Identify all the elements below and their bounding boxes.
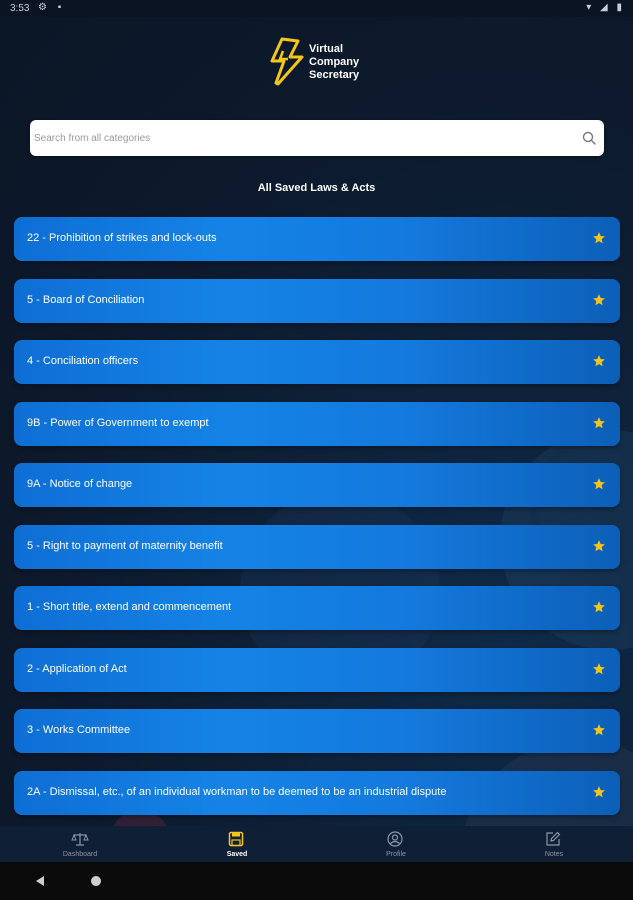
- saved-law-title: 5 - Board of Conciliation: [27, 293, 145, 306]
- star-icon[interactable]: [592, 539, 606, 553]
- star-icon[interactable]: [592, 477, 606, 491]
- logo-icon: [268, 37, 306, 87]
- star-icon[interactable]: [592, 723, 606, 737]
- star-icon[interactable]: [592, 354, 606, 368]
- brand-line: Virtual: [309, 43, 344, 55]
- nav-saved[interactable]: [177, 826, 297, 862]
- saved-law-item[interactable]: [14, 402, 620, 446]
- star-icon[interactable]: [592, 293, 606, 307]
- brand-name: [309, 43, 359, 82]
- saved-law-item[interactable]: [14, 648, 620, 692]
- page-title: All Saved Laws & Acts: [257, 182, 376, 194]
- saved-law-title: 4 - Conciliation officers: [27, 355, 139, 367]
- nav-notes[interactable]: [494, 826, 614, 862]
- search-bar[interactable]: [30, 120, 604, 156]
- bottom-nav: [0, 826, 633, 862]
- star-icon[interactable]: [592, 231, 606, 245]
- back-icon[interactable]: [34, 875, 46, 887]
- system-nav-bar: [0, 862, 633, 900]
- star-icon[interactable]: [592, 785, 606, 799]
- star-icon[interactable]: [592, 416, 606, 430]
- edit-icon: [545, 831, 561, 847]
- star-icon[interactable]: [592, 662, 606, 676]
- saved-law-item[interactable]: [14, 709, 620, 753]
- saved-law-title: 2 - Application of Act: [27, 662, 127, 675]
- saved-law-item[interactable]: [14, 340, 620, 384]
- nav-dashboard[interactable]: [20, 826, 140, 862]
- brand-line: Company: [309, 56, 360, 68]
- brand-line: Secretary: [309, 69, 360, 81]
- saved-laws-list: [14, 217, 620, 832]
- save-icon: [228, 831, 244, 847]
- nav-profile[interactable]: [336, 826, 456, 862]
- home-icon[interactable]: [91, 876, 101, 886]
- saved-law-item[interactable]: [14, 463, 620, 507]
- status-bar: [0, 0, 633, 17]
- saved-law-title: 1 - Short title, extend and commencement: [27, 601, 232, 613]
- scales-icon: [71, 831, 89, 847]
- nav-label: Profile: [386, 851, 406, 858]
- saved-law-title: 9A - Notice of change: [27, 478, 133, 490]
- saved-law-title: 9B - Power of Government to exempt: [27, 416, 209, 429]
- saved-law-item[interactable]: [14, 525, 620, 569]
- system-status-icons: ▾ ◢ ▮: [586, 2, 625, 13]
- nav-label: Saved: [226, 851, 248, 858]
- profile-icon: [387, 831, 403, 847]
- search-icon[interactable]: [582, 131, 596, 145]
- saved-law-title: 22 - Prohibition of strikes and lock-outs: [27, 232, 217, 244]
- nav-label: Dashboard: [62, 851, 98, 858]
- nav-label: Notes: [544, 851, 564, 858]
- app-logo: [268, 37, 368, 87]
- status-time: 3:53: [10, 3, 30, 14]
- saved-law-title: 2A - Dismissal, etc., of an individual workman to be deemed to be an industrial dispute: [27, 785, 447, 798]
- notification-icons: ⚙ ▪: [38, 2, 66, 13]
- star-icon[interactable]: [592, 600, 606, 614]
- search-input[interactable]: [30, 120, 574, 156]
- saved-law-title: 3 - Works Committee: [27, 724, 131, 736]
- saved-law-title: 5 - Right to payment of maternity benefit: [27, 539, 223, 552]
- saved-law-item[interactable]: [14, 586, 620, 630]
- saved-law-item[interactable]: [14, 217, 620, 261]
- saved-law-item[interactable]: [14, 771, 620, 815]
- saved-law-item[interactable]: [14, 279, 620, 323]
